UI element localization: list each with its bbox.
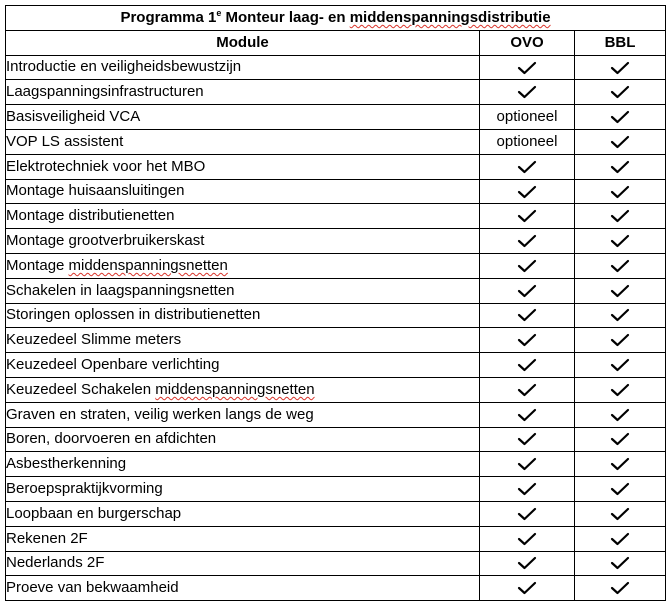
bbl-cell [575,452,666,477]
title-row [6,6,666,31]
table-row [6,278,666,303]
bbl-cell [575,154,666,179]
table-row [6,551,666,576]
module-name-text: Beroepspraktijkvorming [6,480,163,498]
ovo-value: optioneel [496,132,558,150]
module-name [6,179,480,204]
table-title [6,6,666,31]
title-superscript: e [216,7,222,18]
header-ovo: OVO [480,30,575,55]
check-icon [610,110,630,124]
module-name-text: Introductie en veiligheidsbewustzijn [6,58,242,76]
ovo-cell [480,526,575,551]
bbl-cell [575,204,666,229]
check-icon [517,358,537,372]
ovo-cell [480,353,575,378]
ovo-cell [480,328,575,353]
ovo-value: optioneel [496,108,558,126]
module-name [6,105,480,130]
check-icon [517,507,537,521]
check-icon [517,160,537,174]
module-name-text: Loopbaan en burgerschap [6,504,182,522]
bbl-cell [575,55,666,80]
check-icon [517,234,537,248]
module-name [6,402,480,427]
module-name [6,204,480,229]
bbl-cell [575,353,666,378]
ovo-cell [480,129,575,154]
module-name-text: Keuzedeel Openbare verlichting [6,356,220,374]
check-icon [610,507,630,521]
module-name-text: Elektrotechniek voor het MBO [6,157,206,175]
module-name-text: Basisveiligheid VCA [6,108,141,126]
ovo-cell [480,55,575,80]
bbl-cell [575,477,666,502]
ovo-cell [480,253,575,278]
bbl-cell [575,105,666,130]
module-name-text: Schakelen in laagspanningsnetten [6,281,235,299]
table-row [6,129,666,154]
title-spellcheck-word: middenspanningsdistributie [349,8,551,26]
table-row [6,353,666,378]
check-icon [517,457,537,471]
bbl-cell [575,501,666,526]
table-row [6,253,666,278]
check-icon [610,432,630,446]
module-name [6,253,480,278]
check-icon [610,209,630,223]
module-name [6,303,480,328]
module-name [6,129,480,154]
check-icon [610,284,630,298]
table-row [6,328,666,353]
module-name-text: Montage distributienetten [6,207,175,225]
spellcheck-word: middenspanningsnetten [68,256,228,274]
module-name-text: VOP LS assistent [6,132,124,150]
bbl-cell [575,427,666,452]
module-name-text: Montage huisaansluitingen [6,182,185,200]
bbl-cell [575,229,666,254]
check-icon [610,135,630,149]
table-row [6,576,666,601]
ovo-cell [480,402,575,427]
ovo-cell [480,105,575,130]
ovo-cell [480,229,575,254]
check-icon [610,581,630,595]
module-name [6,551,480,576]
ovo-cell [480,204,575,229]
table-row [6,427,666,452]
module-name-text: Laagspanningsinfrastructuren [6,83,204,101]
module-name [6,154,480,179]
table-row [6,402,666,427]
bbl-cell [575,576,666,601]
module-name [6,477,480,502]
module-name [6,427,480,452]
check-icon [517,383,537,397]
bbl-cell [575,80,666,105]
bbl-cell [575,179,666,204]
header-module: Module [6,30,480,55]
ovo-cell [480,303,575,328]
check-icon [517,209,537,223]
table-row [6,501,666,526]
bbl-cell [575,328,666,353]
check-icon [517,581,537,595]
module-name-text: Graven en straten, veilig werken langs de weg [6,405,314,423]
bbl-cell [575,551,666,576]
table-row [6,477,666,502]
table-row [6,377,666,402]
module-name [6,80,480,105]
check-icon [610,358,630,372]
module-rows [6,55,666,601]
module-name [6,576,480,601]
check-icon [517,308,537,322]
check-icon [610,234,630,248]
spellcheck-word: middenspanningsnetten [155,380,315,398]
check-icon [610,383,630,397]
bbl-cell [575,526,666,551]
header-bbl: BBL [575,30,666,55]
check-icon [517,482,537,496]
module-name [6,501,480,526]
check-icon [610,259,630,273]
ovo-cell [480,501,575,526]
check-icon [610,160,630,174]
check-icon [517,185,537,199]
title-plain: Monteur laag- en [221,8,350,26]
check-icon [610,532,630,546]
check-icon [517,532,537,546]
module-name-text: Rekenen 2F [6,529,88,547]
table-row [6,179,666,204]
check-icon [610,457,630,471]
ovo-cell [480,477,575,502]
bbl-cell [575,253,666,278]
module-name [6,229,480,254]
module-name [6,526,480,551]
table-row [6,55,666,80]
module-name-text: Storingen oplossen in distributienetten [6,306,261,324]
check-icon [610,185,630,199]
check-icon [610,308,630,322]
table-row [6,526,666,551]
check-icon [610,333,630,347]
module-name-text: Montage grootverbruikerskast [6,232,205,250]
header-row [6,30,666,55]
ovo-cell [480,377,575,402]
bbl-cell [575,377,666,402]
ovo-cell [480,576,575,601]
check-icon [610,556,630,570]
check-icon [517,556,537,570]
check-icon [517,259,537,273]
check-icon [517,85,537,99]
programma-table [5,5,666,601]
table-row [6,303,666,328]
check-icon [610,85,630,99]
ovo-cell [480,452,575,477]
module-name [6,55,480,80]
module-name-text: Keuzedeel Slimme meters [6,331,182,349]
module-name-text: Boren, doorvoeren en afdichten [6,430,217,448]
check-icon [517,61,537,75]
check-icon [610,482,630,496]
module-name [6,377,480,402]
check-icon [517,284,537,298]
check-icon [610,61,630,75]
table-row [6,204,666,229]
title-main: Programma 1 [120,8,217,26]
module-name-text: Keuzedeel Schakelen [6,380,156,398]
module-name-text: Nederlands 2F [6,554,105,572]
ovo-cell [480,154,575,179]
bbl-cell [575,278,666,303]
module-name-text: Asbestherkenning [6,455,127,473]
module-name [6,278,480,303]
module-name-text: Proeve van bekwaamheid [6,579,179,597]
check-icon [517,333,537,347]
module-name [6,452,480,477]
table-row [6,105,666,130]
table-row [6,154,666,179]
module-name [6,353,480,378]
ovo-cell [480,427,575,452]
bbl-cell [575,129,666,154]
table-row [6,80,666,105]
check-icon [610,408,630,422]
check-icon [517,408,537,422]
bbl-cell [575,402,666,427]
table-row [6,452,666,477]
module-name [6,328,480,353]
ovo-cell [480,179,575,204]
table-row [6,229,666,254]
ovo-cell [480,551,575,576]
check-icon [517,432,537,446]
ovo-cell [480,80,575,105]
module-name-text: Montage [6,256,69,274]
ovo-cell [480,278,575,303]
bbl-cell [575,303,666,328]
